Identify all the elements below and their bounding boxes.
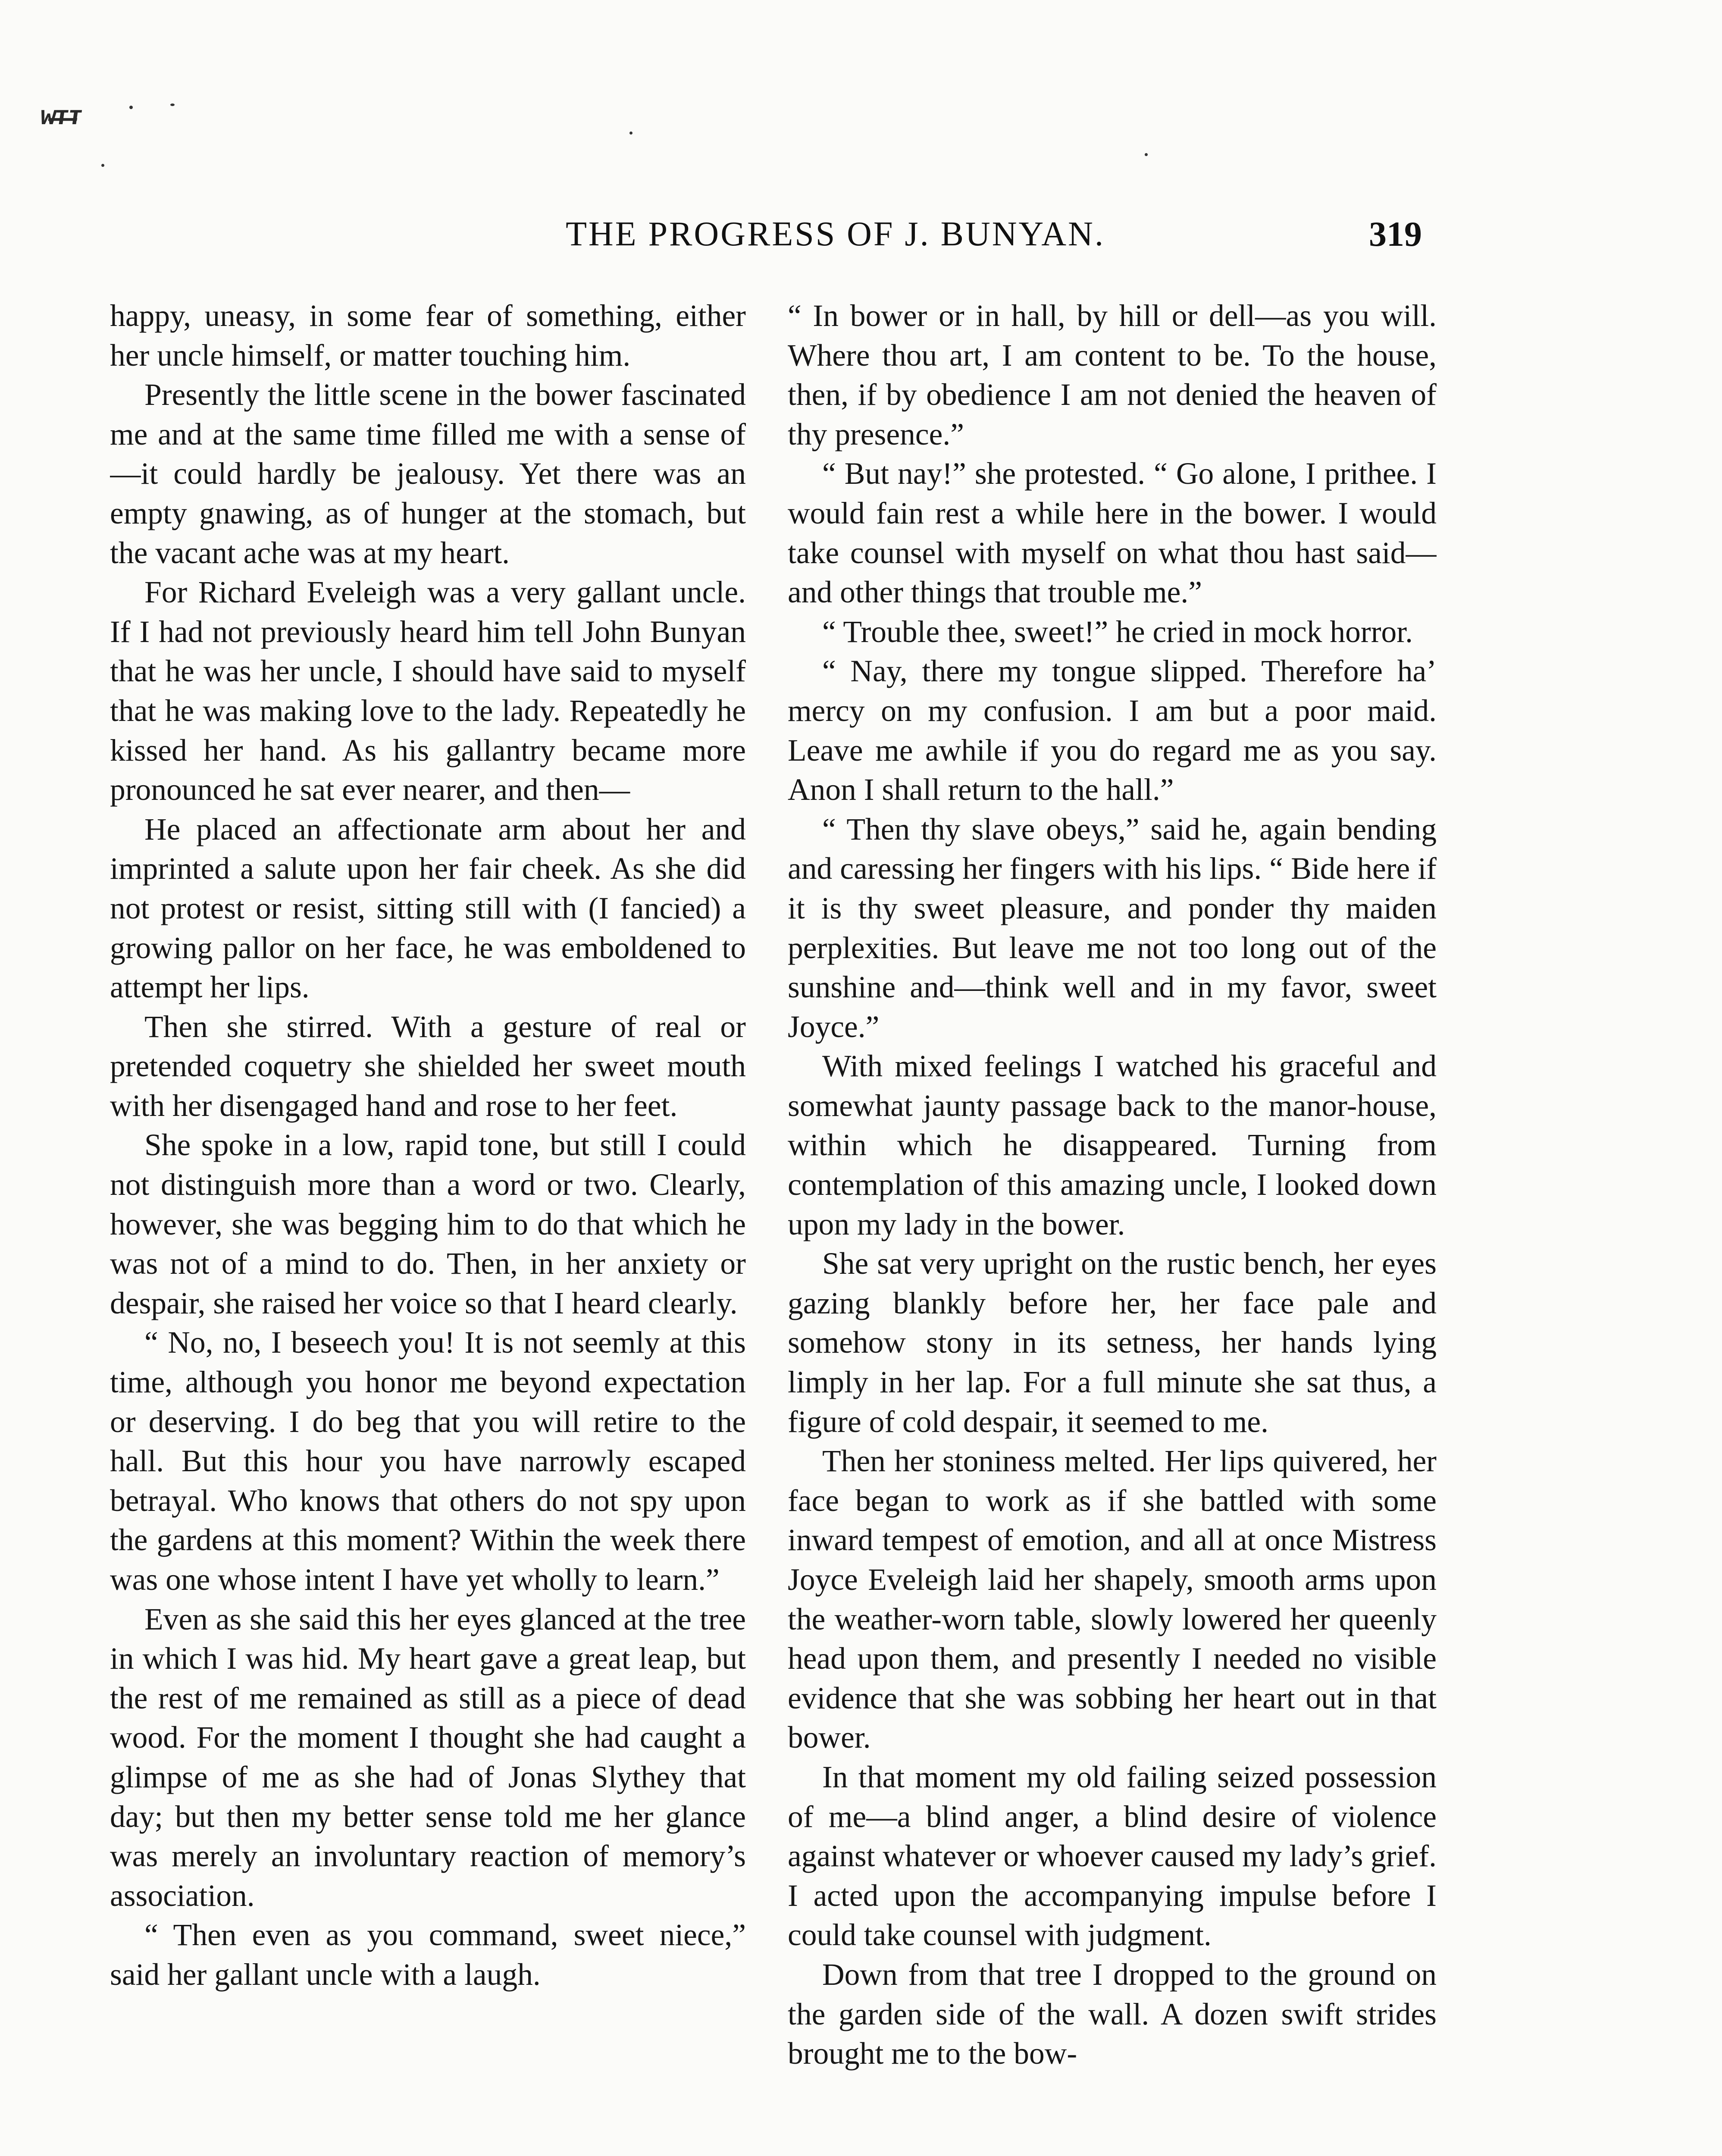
paragraph: With mixed feelings I watched his graceful and somewhat jaunty passage back to the manor-house, within which he disappeared. Turning from contemplation of this amazing uncle, I looked down upon my lady in the bower. [788, 1049, 1437, 1241]
paragraph: happy, uneasy, in some fear of something, either her uncle himself, or matter touching him. [110, 299, 746, 373]
paragraph: Then she stirred. With a gesture of real or pretended coquetry she shielded her sweet mouth with her disengaged hand and rose to her feet. [110, 1009, 746, 1123]
ink-speck [101, 164, 104, 167]
paragraph: “ In bower or in hall, by hill or dell—as you will. Where thou art, I am content to be. To the house, then, if by obedience I am not denied the heaven of thy presence.” [788, 299, 1437, 451]
ink-speck [629, 132, 632, 135]
paragraph: “ Nay, there my tongue slipped. Therefore ha’ mercy on my confusion. I am but a poor maid. Leave me awhile if you do regard me as you say. Anon I shall return to the hall.” [788, 654, 1437, 807]
paragraph: “ Trouble thee, sweet!” he cried in mock horror. [822, 614, 1413, 649]
paragraph: “ Then even as you command, sweet niece,” said her gallant uncle with a laugh. [110, 1918, 746, 1992]
ink-blot-mark: ᴡ̶ᴛ̶ᴛ [38, 99, 83, 131]
paragraph: She sat very upright on the rustic bench, her eyes gazing blankly before her, her face pale and somehow stony in its setness, her hands lying limply in her lap. For a full minute she sat thus, a figure of cold despair, it seemed to me. [788, 1247, 1437, 1439]
paragraph: Presently the little scene in the bower fascinated me and at the same time filled me with a sense of—it could hardly be jealousy. Yet there was an empty gnawing, as of hunger at the stomach, but the vacant ache was at my heart. [110, 378, 746, 570]
paragraph: “ No, no, I beseech you! It is not seemly at this time, although you honor me beyond expectation or deserving. I do beg that you will retire to the hall. But this hour you have narrowly escaped betrayal. Who knows that others do not spy upon the gardens at this moment? Within the week there was one whose intent I have yet wholly to learn.” [110, 1326, 746, 1597]
paragraph: Even as she said this her eyes glanced at the tree in which I was hid. My heart gave a great leap, but the rest of me remained as still as a piece of dead wood. For the moment I thought she had caught a glimpse of me as she had of Jonas Slythey that day; but then my better sense told me her glance was merely an involuntary reaction of memory’s association. [110, 1602, 746, 1913]
paragraph: In that moment my old failing seized possession of me—a blind anger, a blind desire of violence against whatever or whoever caused my lady’s grief. I acted upon the accompanying impulse before I could take counsel with judgment. [788, 1760, 1437, 1952]
page-number: 319 [1369, 214, 1422, 254]
paragraph: Then her stoniness melted. Her lips quivered, her face began to work as if she battled with some inward tempest of emotion, and all at once Mistress Joyce Eveleigh laid her shapely, smooth arms upon the weather-worn table, slowly lowered her queenly head upon them, and presently I needed no visible evidence that she was sobbing her heart out in that bower. [788, 1444, 1437, 1755]
paragraph: She spoke in a low, rapid tone, but still I could not distinguish more than a word or two. Clearly, however, she was begging him to do that which he was not of a mind to do. Then, in her anxiety or despair, she raised her voice so that I heard clearly. [110, 1128, 746, 1320]
paragraph: “ But nay!” she protested. “ Go alone, I prithee. I would fain rest a while here in the bower. I would take counsel with myself on what thou hast said—and other things that trouble me.” [788, 457, 1437, 610]
ink-speck [1145, 153, 1148, 156]
paragraph: For Richard Eveleigh was a very gallant uncle. If I had not previously heard him tell John Bunyan that he was her uncle, I should have said to myself that he was making love to the lady. Repeatedly he kissed her hand. As his gallantry became more pronounced he sat ever nearer, and then— [110, 575, 746, 807]
running-title: THE PROGRESS OF J. BUNYAN. [566, 215, 1105, 253]
paragraph: “ Then thy slave obeys,” said he, again bending and caressing her fingers with his lips. “ Bide here if it is thy sweet pleasure, and ponder thy maiden perplexities. But leave me not too long out of the sunshine and—think well and in my favor, sweet Joyce.” [788, 812, 1437, 1044]
right-text-column [788, 296, 1437, 2156]
ink-speck [129, 106, 133, 109]
left-text-column [110, 296, 746, 2156]
paragraph: He placed an affectionate arm about her and imprinted a salute upon her fair cheek. As she did not protest or resist, sitting still with (I fancied) a growing pallor on her face, he was emboldened to attempt her lips. [110, 812, 746, 1005]
paragraph: Down from that tree I dropped to the ground on the garden side of the wall. A dozen swift strides brought me to the bow- [788, 1957, 1437, 2071]
ink-speck [170, 103, 175, 106]
